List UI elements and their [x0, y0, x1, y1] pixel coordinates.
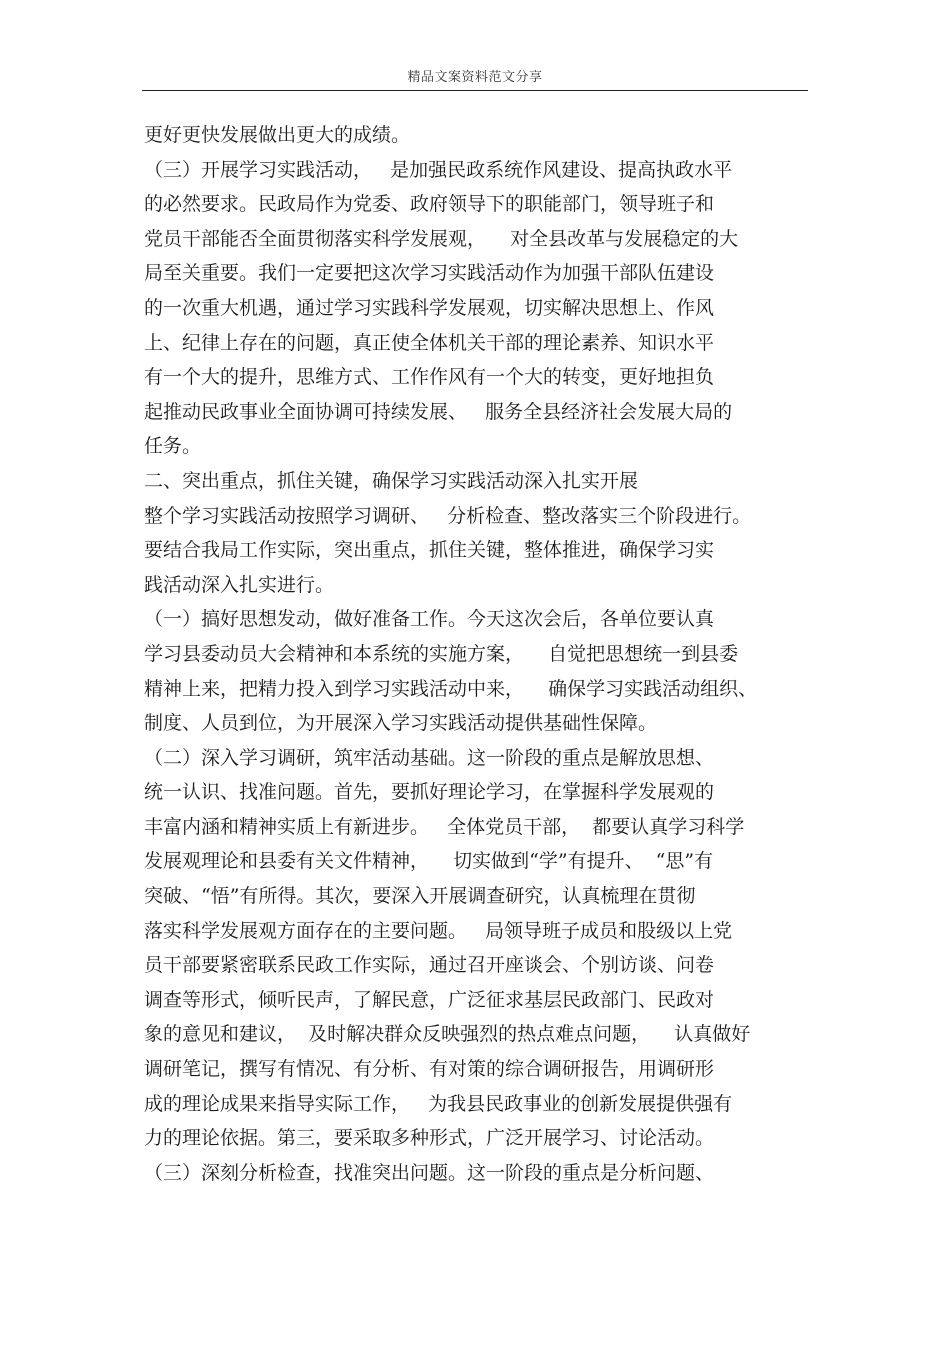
- text-line: （三）深刻分析检查，找准突出问题。这一阶段的重点是分析问题、: [144, 1161, 715, 1184]
- text-line: 的一次重大机遇，通过学习实践科学发展观，切实解决思想上、作风: [144, 296, 715, 319]
- text-line: 制度、人员到位，为开展深入学习实践活动提供基础性保障。: [144, 712, 658, 735]
- text-line: 整个学习实践活动按照学习调研、 分析检查、整改落实三个阶段进行。: [144, 504, 752, 527]
- text-line: 力的理论依据。第三，要采取多种形式，广泛开展学习、讨论活动。: [144, 1127, 715, 1150]
- text-line: 的必然要求。民政局作为党委、政府领导下的职能部门，领导班子和: [144, 193, 715, 216]
- text-line: （一）搞好思想发动，做好准备工作。今天这次会后，各单位要认真: [144, 608, 715, 631]
- text-line: 党员干部能否全面贯彻落实科学发展观， 对全县改革与发展稳定的大: [144, 227, 739, 250]
- text-line: 精神上来，把精力投入到学习实践活动中来， 确保学习实践活动组织、: [144, 677, 758, 700]
- text-line: 上、纪律上存在的问题，真正使全体机关干部的理论素养、知识水平: [144, 331, 715, 354]
- text-line: （三）开展学习实践活动， 是加强民政系统作风建设、提高执政水平: [144, 158, 733, 181]
- text-line: 局至关重要。我们一定要把这次学习实践活动作为加强干部队伍建设: [144, 262, 715, 285]
- header-divider: [142, 90, 808, 91]
- page-header: 精品文案资料范文分享: [407, 70, 543, 85]
- text-line: 丰富内涵和精神实质上有新进步。 全体党员干部， 都要认真学习科学: [144, 815, 745, 838]
- text-line: 调查等形式，倾听民声，了解民意，广泛征求基层民政部门、民政对: [144, 988, 715, 1011]
- text-line: 有一个大的提升，思维方式、工作作风有一个大的转变，更好地担负: [144, 366, 715, 389]
- text-line: 统一认识、找准问题。首先，要抓好理论学习，在掌握科学发展观的: [144, 781, 715, 804]
- text-line: 成的理论成果来指导实际工作， 为我县民政事业的创新发展提供强有: [144, 1092, 733, 1115]
- text-line: 任务。: [144, 435, 202, 458]
- text-line: 调研笔记，撰写有情况、有分析、有对策的综合调研报告，用调研形: [144, 1058, 715, 1081]
- text-line: 象的意见和建议， 及时解决群众反映强烈的热点难点问题， 认真做好: [144, 1023, 751, 1046]
- text-line: 学习县委动员大会精神和本系统的实施方案， 自觉把思想统一到县委: [144, 642, 739, 665]
- text-line: 发展观理论和县委有关文件精神， 切实做到“学”有提升、 “思”有: [144, 850, 714, 873]
- text-line: 起推动民政事业全面协调可持续发展、 服务全县经济社会发展大局的: [144, 400, 733, 423]
- text-line: 更好更快发展做出更大的成绩。: [144, 124, 411, 146]
- section-heading: 二、突出重点，抓住关键，确保学习实践活动深入扎实开展: [144, 469, 639, 492]
- text-line: 践活动深入扎实进行。: [144, 573, 335, 596]
- document-body: [144, 118, 824, 1190]
- text-line: 员干部要紧密联系民政工作实际，通过召开座谈会、个别访谈、问卷: [144, 954, 715, 977]
- text-line: 要结合我局工作实际，突出重点，抓住关键，整体推进，确保学习实: [144, 539, 715, 562]
- text-line: 突破、“悟”有所得。其次，要深入开展调查研究，认真梳理在贯彻: [144, 885, 696, 908]
- text-line: （二）深入学习调研，筑牢活动基础。这一阶段的重点是解放思想、: [144, 746, 715, 769]
- text-line: 落实科学发展观方面存在的主要问题。 局领导班子成员和股级以上党: [144, 919, 733, 942]
